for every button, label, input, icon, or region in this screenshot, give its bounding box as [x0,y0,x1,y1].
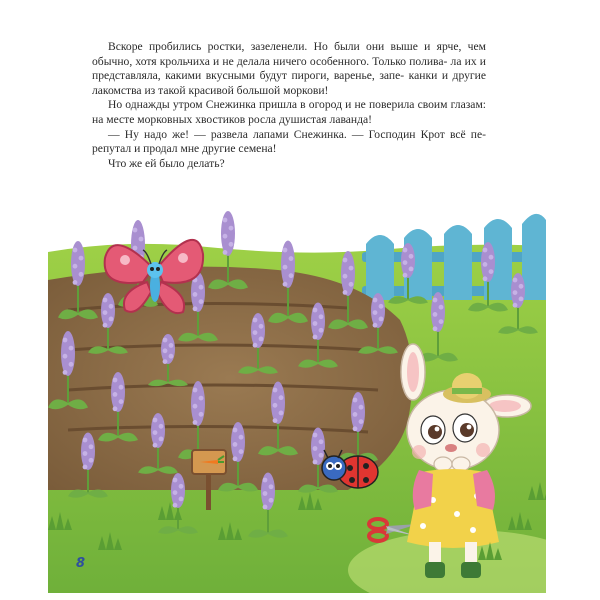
story-text [48,40,546,171]
book-page [48,0,546,593]
garden-illustration [48,190,546,593]
page-number: 8 [76,556,86,571]
story-paragraph-2: Но однажды утром Снежинка пришла в огород и не поверила своим глазам: на месте морковных хвостиков росла душистая лаванда! [92,98,486,126]
story-paragraph-1: Вскоре пробились ростки, зазеленели. Но были они выше и ярче, чем обычно, хотя крольчиха и не делала ничего особенного. Только полива- ла их и представляла, какими вкусными будут пироги, варенье, запе- канки и другие лакомства из такой красивой большой моркови! [92,40,486,97]
story-paragraph-4: Что же ей было делать? [108,156,225,170]
story-paragraph-3: — Ну надо же! — развела лапами Снежинка. — Господин Крот всё пе- репутал и продал мне другие семена! [92,127,486,156]
